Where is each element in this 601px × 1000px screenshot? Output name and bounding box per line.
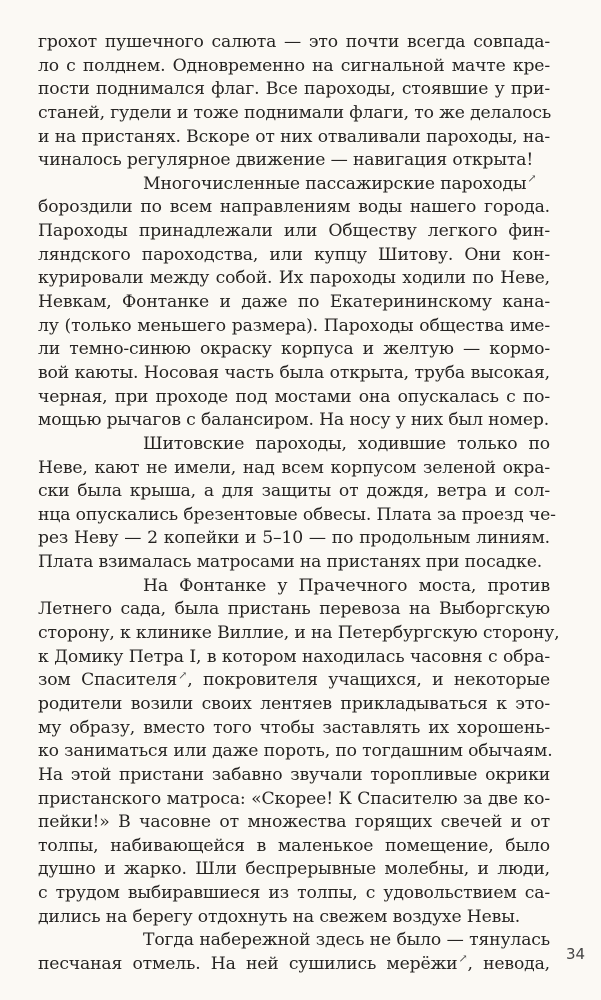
line-text: На Фонтанке у Прачечного моста, против <box>143 575 550 596</box>
line-text: нца опускались брезентовые обвесы. Плата за проезд че- <box>38 504 556 525</box>
text-line <box>38 929 550 953</box>
text-line <box>38 811 550 835</box>
line-text: пейки!» В часовне от множества горящих свечей и от <box>38 812 550 833</box>
reference-arrow-icon[interactable]: ↗ <box>527 172 537 186</box>
text-line <box>38 669 550 693</box>
line-text: пости поднимался флаг. Все пароходы, стоявшие у при- <box>38 79 550 100</box>
line-text: рез Неву — 2 копейки и 5–10 — по продольным линиям. <box>38 528 550 549</box>
line-text: родители возили своих лентяев прикладываться к это- <box>38 693 550 714</box>
line-text: Тогда набережной здесь не было — тянулась <box>143 930 550 951</box>
text-line <box>38 102 550 126</box>
line-text: чиналось регулярное движение — навигация открыта! <box>38 150 534 171</box>
line-text: с трудом выбиравшиеся из толпы, с удовольствием са- <box>38 883 550 904</box>
text-line <box>38 386 550 410</box>
line-text: станей, гудели и тоже поднимали флаги, то же делалось <box>38 102 552 123</box>
text-line <box>38 78 550 102</box>
text-line <box>38 788 550 812</box>
text-line <box>38 55 550 79</box>
text-line <box>38 646 550 670</box>
text-line <box>38 717 550 741</box>
text-line <box>38 622 560 646</box>
text-line <box>38 858 550 882</box>
line-text: На этой пристани забавно звучали торопливые окрики <box>38 764 550 785</box>
line-tail: , невода, <box>467 953 550 974</box>
text-line <box>38 598 550 622</box>
text-line <box>38 906 550 930</box>
line-tail: , покровителя учащихся, и некоторые <box>187 670 551 691</box>
line-text: пристанского матроса: «Скорее! К Спасителю за две ко- <box>38 788 550 809</box>
line-text: Летнего сада, была пристань перевоза на Выборгскую <box>38 599 550 620</box>
line-text: му образу, вместо того чтобы заставлять их хорошень- <box>38 717 550 738</box>
reference-arrow-icon[interactable]: ↗ <box>178 668 188 682</box>
line-text: зом Спасителя <box>38 670 178 691</box>
line-text: Неве, кают не имели, над всем корпусом зеленой окра- <box>38 457 550 478</box>
text-line <box>38 149 550 173</box>
text-line <box>38 527 550 551</box>
line-text: ляндского пароходства, или купцу Шитову. Они кон- <box>38 244 550 265</box>
line-text: дились на берегу отдохнуть на свежем воздухе Невы. <box>38 906 521 927</box>
text-line <box>38 31 550 55</box>
line-text: Пароходы принадлежали или Обществу легкого фин- <box>38 221 550 242</box>
text-line <box>38 764 550 788</box>
text-line <box>38 291 550 315</box>
body-text <box>38 31 560 977</box>
text-line <box>38 504 556 528</box>
line-text: вой каюты. Носовая часть была открыта, труба высокая, <box>38 362 550 383</box>
line-text: сторону, к клинике Виллие, и на Петербургскую сторону, <box>38 623 560 644</box>
line-text: Невкам, Фонтанке и даже по Екатерининскому кана- <box>38 292 550 313</box>
text-line <box>38 126 550 150</box>
line-text: грохот пушечного салюта — это почти всегда совпада- <box>38 32 550 52</box>
line-text: ски была крыша, а для защиты от дождя, ветра и сол- <box>38 481 550 502</box>
text-line <box>38 267 550 291</box>
text-line <box>38 362 550 386</box>
text-line <box>38 196 550 220</box>
text-line <box>38 740 553 764</box>
line-text: лу (только меньшего размера). Пароходы общества име- <box>38 315 550 336</box>
text-line <box>38 882 550 906</box>
line-text: толпы, набивающейся в маленькое помещение, было <box>38 835 550 856</box>
line-text: к Домику Петра I, в котором находилась часовня с обра- <box>38 646 550 667</box>
text-line <box>38 480 550 504</box>
text-line <box>38 835 550 859</box>
line-text: ко заниматься или даже пороть, по тогдашним обычаям. <box>38 741 553 762</box>
line-text: Плата взималась матросами на пристанях при посадке. <box>38 552 543 573</box>
line-text: мощью рычагов с балансиром. На носу у них был номер. <box>38 410 550 431</box>
line-text: душно и жарко. Шли беспрерывные молебны, и люди, <box>38 859 550 880</box>
line-text: курировали между собой. Их пароходы ходили по Неве, <box>38 268 550 289</box>
text-line <box>38 409 550 433</box>
line-text: ли темно-синюю окраску корпуса и желтую — кормо- <box>38 339 550 360</box>
line-text: черная, при проходе под мостами она опускалась с по- <box>38 386 550 407</box>
reference-arrow-icon[interactable]: ↗ <box>458 952 468 966</box>
line-text: Шитовские пароходы, ходившие только по <box>143 433 550 454</box>
text-line <box>38 457 550 481</box>
page-number: 34 <box>566 945 586 963</box>
text-line <box>38 244 550 268</box>
text-line <box>38 315 550 339</box>
text-line <box>38 551 550 575</box>
text-line <box>38 575 550 599</box>
line-text: песчаная отмель. На ней сушились мерёжи <box>38 953 458 974</box>
text-line <box>38 338 550 362</box>
line-text: Многочисленные пассажирские пароходы <box>143 173 527 194</box>
text-line <box>38 433 550 457</box>
line-text: бороздили по всем направлениям воды нашего города. <box>38 197 550 218</box>
text-line <box>38 220 550 244</box>
text-line <box>38 173 550 197</box>
text-line <box>38 953 550 977</box>
line-text: и на пристанях. Вскоре от них отваливали пароходы, на- <box>38 126 550 147</box>
text-line <box>38 693 550 717</box>
line-text: ло с полднем. Одновременно на сигнальной мачте кре- <box>38 55 550 76</box>
